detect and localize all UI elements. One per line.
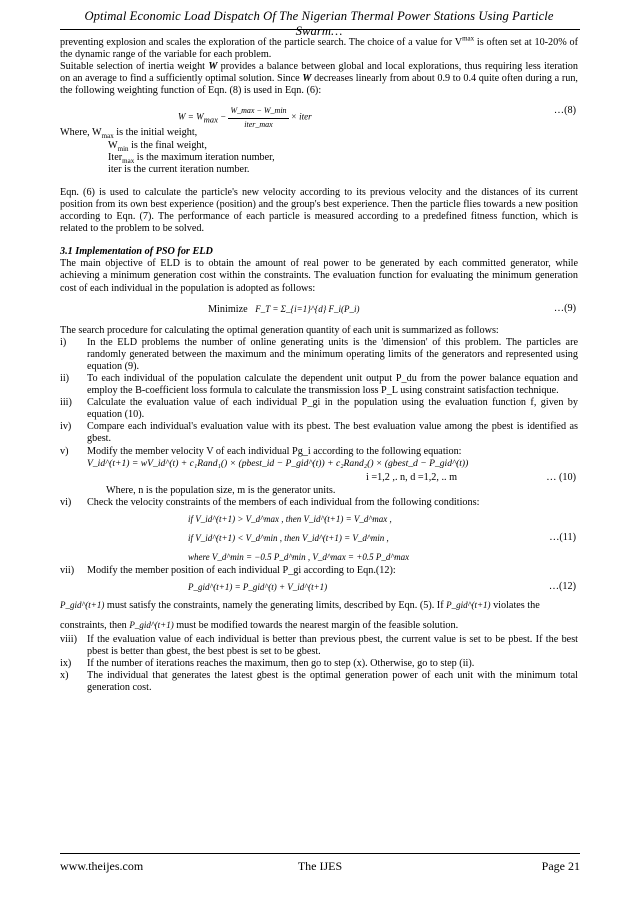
step-item: v) Modify the member velocity V of each individual Pg_i according to the following equation:: [60, 445, 462, 457]
footer-rule: [60, 853, 580, 854]
step-item: vi) Check the velocity constraints of the members of each individual from the following conditions:: [60, 496, 480, 508]
paragraph-inertia-weight: Suitable selection of inertia weight W provides a balance between global and local explorations, thus requiring less iteration on an average to find a sufficiently optimal solution. Since W decreases linearly from about 0.9 to 0.4 quite often during a run, the following weighting function of Eqn. (8) is used in Eqn. (6):: [60, 61, 578, 97]
step-item: x) The individual that generates the latest gbest is the optimal generation power of each unit with the minimum total generation cost.: [60, 670, 578, 694]
equation-11-line-2: if V_id^(t+1) < V_d^min , then V_id^(t+1) = V_d^min , …(11): [188, 531, 576, 543]
procedure-steps-continued: [60, 497, 578, 509]
footer-page-number: Page 21: [541, 859, 580, 873]
paragraph-search-procedure: The search procedure for calculating the optimal generation quantity of each unit is summarized as follows:: [60, 324, 499, 336]
eq8-number: …(8): [553, 105, 576, 117]
eq10-number: … (10): [546, 471, 576, 483]
footer-journal: The IJES: [297, 859, 343, 873]
procedure-steps-final: [60, 634, 578, 694]
step-item: iii) Calculate the evaluation value of each individual P_gi in the population using the evaluation function f, given by equation (10).: [60, 397, 578, 421]
equation-10: V_id^(t+1) = wV_id^(t) + c₁Rand₁() × (pbest_id − P_gid^(t)) + c₂Rand₂() × (gbest_d − P_gid^(t)): [87, 457, 469, 469]
eq12-number: …(12): [548, 580, 576, 592]
paragraph-constraints-cont: constraints, then P_gid^(t+1) must be modified towards the nearest margin of the feasible solution.: [60, 620, 459, 631]
step-item: iv) Compare each individual's evaluation value with its pbest. The best evaluation value among the pbest is identified as gbest.: [60, 421, 578, 445]
paragraph-constraints: P_gid^(t+1) must satisfy the constraints, namely the generating limits, described by Eqn. (5). If P_gid^(t+1) violates the: [60, 599, 540, 611]
eq11-number: …(11): [549, 531, 576, 543]
main-content: [60, 34, 579, 695]
paragraph-velocity-update: Eqn. (6) is used to calculate the particle's new velocity according to its previous velocity and the distances of its current position from its own best experience (position) and the group's best experience. Then the particle flies towards a new position according to Eqn. (7). The performance of each particle is measured according to a predefined fitness function, which is related to the problem to be solved.: [60, 186, 578, 235]
where-item: iter is the current iteration number.: [108, 163, 250, 175]
equation-10-range: i =1,2 ,. n, d =1,2, .. m … (10): [366, 471, 576, 483]
footer-website-link[interactable]: www.theijes.com: [60, 859, 144, 873]
eq9-number: …(9): [553, 302, 576, 314]
step-item: vii) Modify the member position of each individual P_gi according to Eqn.(12):: [60, 564, 396, 576]
step-item: i) In the ELD problems the number of online generating units is the 'dimension' of this problem. The particles are randomly generated between the maximum and the minimum operating limits of the generators and represented using equation (9).: [60, 336, 578, 372]
equation-11-line-1: if V_id^(t+1) > V_d^max , then V_id^(t+1) = V_d^max ,: [188, 513, 392, 524]
step-item: viii) If the evaluation value of each individual is better than previous pbest, the current value is set to be pbest. If the best pbest is better than gbest, the best pbest is set to be gbest.: [60, 634, 578, 658]
section-heading-3-1: 3.1 Implementation of PSO for ELD: [60, 246, 213, 258]
equation-12: P_gid^(t+1) = P_gid^(t) + V_id^(t+1) …(12): [188, 580, 576, 592]
running-header: Optimal Economic Load Dispatch Of The Nigerian Thermal Power Stations Using Particle Swarm…: [84, 9, 554, 38]
procedure-steps: [60, 337, 578, 458]
paragraph-objective: The main objective of ELD is to obtain the amount of real power to be generated by each committed generator, while achieving a minimum generation cost within the constraints. The evaluation function for evaluating the minimum generation cost of each individual in the population is adopted as follows:: [60, 258, 578, 294]
header-rule: [60, 29, 580, 30]
where-item: $W_{min}$ is the final weight,: [108, 139, 207, 153]
procedure-steps-continued: [60, 565, 578, 577]
equation-11-line-3: where V_d^min = −0.5 P_d^min , V_d^max = +0.5 P_d^max: [188, 551, 410, 562]
step-item: ix) If the number of iterations reaches the maximum, then go to step (x). Otherwise, go to step (ii).: [60, 658, 475, 670]
where-item: Iter$_{max}$ is the maximum iteration number,: [108, 151, 275, 165]
equation-8: $W = W_{max}$ − $\frac{W\_\max - W\_\min}{\text{iter\_max}}$ × iter …(8): [60, 97, 578, 127]
eq10-where: Where, n is the population size, m is the generator units.: [106, 484, 336, 496]
eq8-fraction: $\frac{W\_\max - W\_\min}{\text{iter\_max}}$: [230, 106, 287, 129]
where-block: Where, $W_{max}$ is the initial weight,: [60, 127, 198, 141]
paragraph-vmax: preventing explosion and scales the exploration of the particle search. The choice of a value for $V^{max}$ is often set at 10-20% of the dynamic range of the variable for each problem.: [60, 34, 579, 61]
step-item: ii) To each individual of the population calculate the dependent unit output P_du from the power balance equation and employ the B-coefficient loss formula to calculate the transmission loss P_L using constraint satisfaction technique.: [60, 372, 578, 397]
equation-9: Minimize F_T = Σ_{i=1}^{d} F_i(P_i) …(9): [208, 302, 576, 315]
